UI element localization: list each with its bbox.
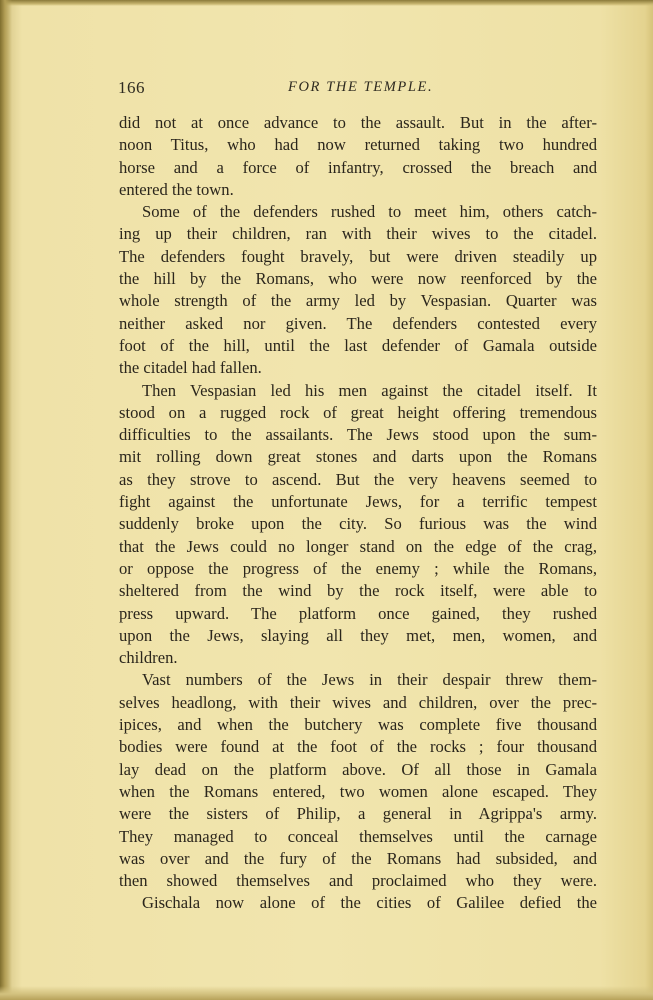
text-line: whole strength of the army led by Vespasian. Quarter was bbox=[119, 291, 597, 311]
text-line: Vast numbers of the Jews in their despair threw them- bbox=[142, 670, 597, 690]
text-line: that the Jews could no longer stand on the edge of the crag, bbox=[119, 536, 597, 556]
text-line: children. bbox=[119, 648, 178, 668]
text-line: fight against the unfortunate Jews, for a terrific tempest bbox=[119, 492, 597, 512]
text-line: the citadel had fallen. bbox=[119, 358, 262, 378]
text-line: horse and a force of infantry, crossed the breach and bbox=[119, 157, 597, 177]
body-text bbox=[119, 112, 597, 915]
page-bottom-edge bbox=[0, 986, 653, 1000]
text-line: when the Romans entered, two women alone escaped. They bbox=[119, 781, 597, 801]
text-line: stood on a rugged rock of great height offering tremendous bbox=[119, 402, 597, 422]
page-top-edge bbox=[0, 0, 653, 6]
text-line: Gischala now alone of the cities of Galilee defied the bbox=[142, 893, 597, 913]
text-line: was over and the fury of the Romans had subsided, and bbox=[119, 848, 597, 868]
text-line: foot of the hill, until the last defender of Gamala outside bbox=[119, 335, 597, 355]
text-line: Some of the defenders rushed to meet him, others catch- bbox=[142, 202, 597, 222]
page-number: 166 bbox=[118, 78, 145, 97]
text-line: sheltered from the wind by the rock itself, were able to bbox=[119, 581, 597, 601]
text-line: ing up their children, ran with their wives to the citadel. bbox=[119, 224, 597, 244]
text-line: press upward. The platform once gained, they rushed bbox=[119, 603, 597, 623]
text-line: selves headlong, with their wives and children, over the prec- bbox=[119, 692, 597, 712]
text-line: mit rolling down great stones and darts upon the Romans bbox=[119, 447, 597, 467]
page-binding-edge bbox=[0, 0, 12, 1000]
text-line: upon the Jews, slaying all they met, men, women, and bbox=[119, 625, 597, 645]
text-line: suddenly broke upon the city. So furious was the wind bbox=[119, 514, 597, 534]
text-line: ipices, and when the butchery was complete five thousand bbox=[119, 715, 597, 735]
text-line: the hill by the Romans, who were now reenforced by the bbox=[119, 269, 597, 289]
text-line: neither asked nor given. The defenders contested every bbox=[119, 313, 597, 333]
text-line: The defenders fought bravely, but were driven steadily up bbox=[119, 246, 597, 266]
text-line: then showed themselves and proclaimed who they were. bbox=[119, 871, 597, 891]
text-line: did not at once advance to the assault. But in the after- bbox=[119, 113, 597, 132]
text-line: entered the town. bbox=[119, 179, 234, 199]
text-line: noon Titus, who had now returned taking two hundred bbox=[119, 135, 597, 155]
text-line: They managed to conceal themselves until the carnage bbox=[119, 826, 597, 846]
page-header bbox=[118, 78, 598, 100]
text-line: or oppose the progress of the enemy ; while the Romans, bbox=[119, 558, 597, 578]
text-line: as they strove to ascend. But the very heavens seemed to bbox=[119, 469, 597, 489]
text-line: lay dead on the platform above. Of all those in Gamala bbox=[119, 759, 597, 779]
text-line: were the sisters of Philip, a general in Agrippa's army. bbox=[119, 804, 597, 824]
running-head: FOR THE TEMPLE. bbox=[288, 79, 434, 95]
text-line: bodies were found at the foot of the rocks ; four thousand bbox=[119, 737, 597, 757]
text-line: difficulties to the assailants. The Jews stood upon the sum- bbox=[119, 425, 597, 445]
text-line: Then Vespasian led his men against the citadel itself. It bbox=[142, 380, 597, 400]
